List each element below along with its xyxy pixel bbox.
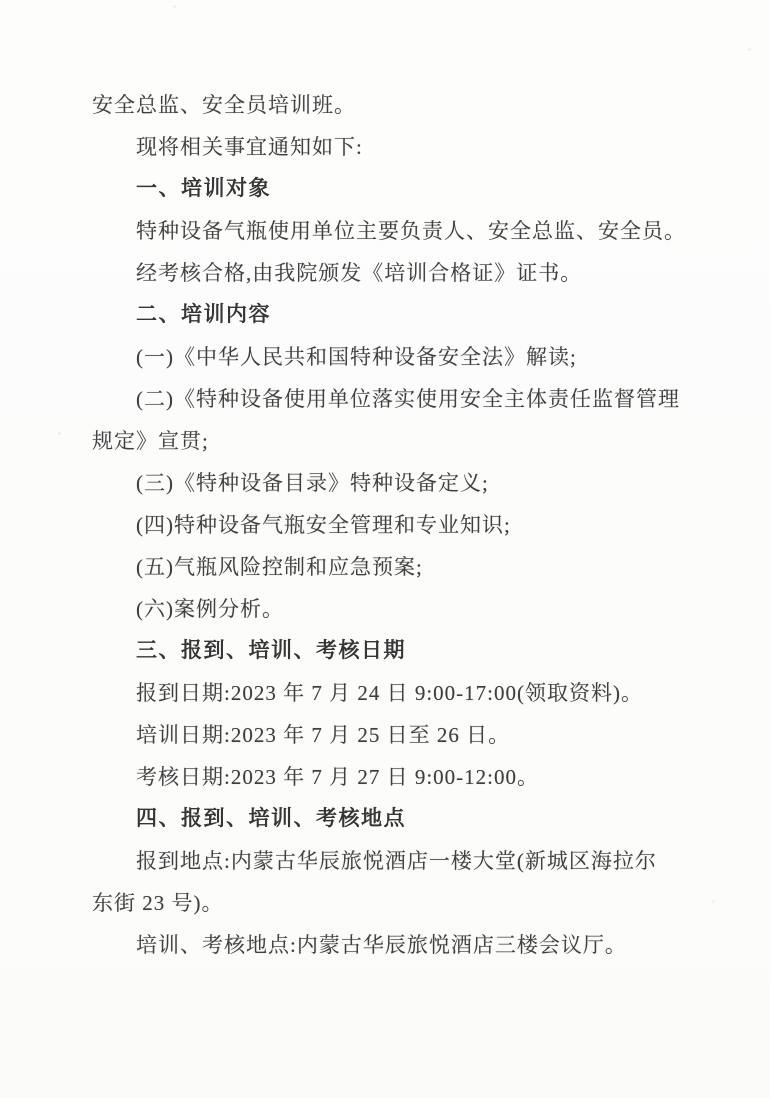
- text-line: (五)气瓶风险控制和应急预案;: [136, 555, 423, 579]
- scan-speck: [58, 432, 61, 435]
- scan-speck: [712, 900, 715, 903]
- section-heading: 四、报到、培训、考核地点: [136, 807, 406, 830]
- section-heading: 二、培训内容: [136, 303, 271, 326]
- text-line: (一)《中华人民共和国特种设备安全法》解读;: [136, 345, 577, 369]
- text-line: 特种设备气瓶使用单位主要负责人、安全总监、安全员。: [136, 219, 686, 243]
- text-line: 培训、考核地点:内蒙古华辰旅悦酒店三楼会议厅。: [136, 933, 627, 957]
- scan-speck: [173, 5, 176, 8]
- text-line: 经考核合格,由我院颁发《培训合格证》证书。: [136, 261, 583, 285]
- section-heading: 一、培训对象: [136, 177, 271, 200]
- text-line: (六)案例分析。: [136, 597, 284, 621]
- text-line: 报到地点:内蒙古华辰旅悦酒店一楼大堂(新城区海拉尔: [136, 849, 657, 873]
- text-line: 安全总监、安全员培训班。: [92, 93, 356, 117]
- text-line: 规定》宣贯;: [92, 429, 209, 453]
- text-line: 现将相关事宜通知如下:: [136, 135, 363, 159]
- section-heading: 三、报到、培训、考核日期: [136, 639, 406, 662]
- scan-speck: [748, 48, 751, 51]
- text-line: 培训日期:2023 年 7 月 25 日至 26 日。: [136, 723, 511, 747]
- document-body: [92, 84, 702, 966]
- text-line: 东街 23 号)。: [92, 891, 224, 915]
- text-line: (三)《特种设备目录》特种设备定义;: [136, 471, 489, 495]
- text-line: (二)《特种设备使用单位落实使用安全主体责任监督管理: [136, 387, 680, 411]
- text-line: 考核日期:2023 年 7 月 27 日 9:00-12:00。: [136, 765, 539, 789]
- text-line: (四)特种设备气瓶安全管理和专业知识;: [136, 513, 511, 537]
- text-line: 报到日期:2023 年 7 月 24 日 9:00-17:00(领取资料)。: [136, 681, 643, 705]
